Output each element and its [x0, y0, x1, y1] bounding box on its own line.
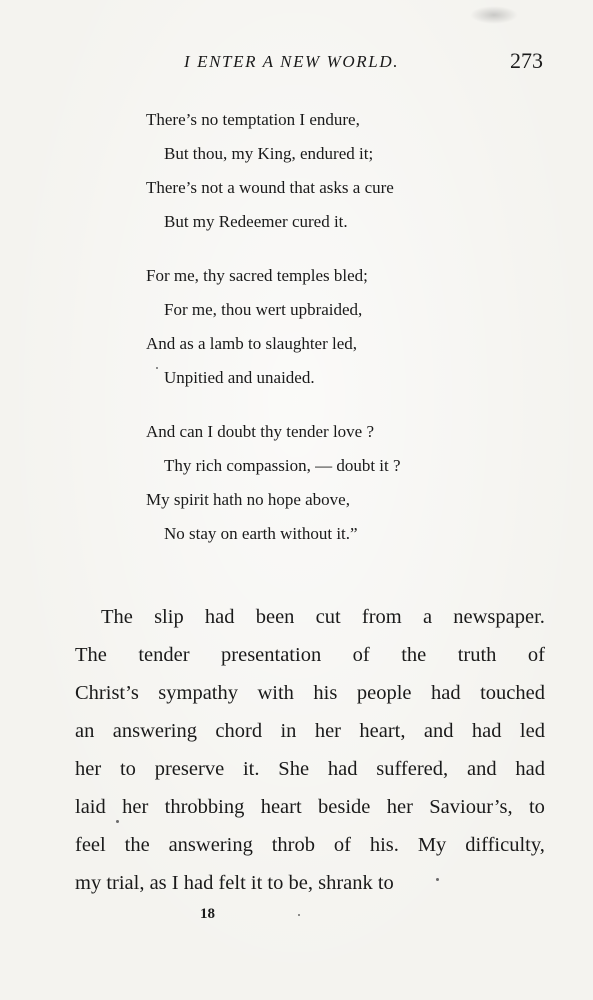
ink-speck: [156, 367, 158, 369]
prose-word: The: [75, 644, 107, 666]
prose-word: had: [327, 758, 358, 780]
prose-word: people: [356, 682, 412, 704]
prose-word: her: [386, 796, 413, 818]
poem-line: Unpitied and unaided.: [164, 368, 315, 387]
prose-word: presentation: [221, 644, 322, 666]
prose-word: from: [361, 606, 402, 628]
running-title: I ENTER A NEW WORLD.: [184, 52, 400, 71]
prose-word: his.: [369, 834, 399, 856]
ink-speck: [298, 914, 300, 916]
page-number: 273: [510, 48, 543, 73]
prose-word: the: [124, 834, 150, 856]
prose-line: [75, 826, 545, 864]
signature-mark: 18: [200, 906, 215, 922]
ink-smudge: [470, 6, 518, 24]
prose-word: of: [527, 644, 545, 666]
prose-word: answering: [112, 720, 198, 742]
poem-stanza: [0, 415, 593, 551]
prose-word: been: [255, 606, 295, 628]
prose-word: laid: [75, 796, 106, 818]
prose-word: truth: [457, 644, 497, 666]
poem-line: And as a lamb to slaughter led,: [146, 334, 358, 353]
prose-word: answering: [168, 834, 253, 856]
prose-word: her: [314, 720, 342, 742]
prose-word: Christ’s: [75, 682, 139, 704]
poem-line: But my Redeemer cured it.: [164, 212, 348, 231]
poem-stanza: [0, 103, 593, 239]
prose-word: and: [423, 720, 454, 742]
prose-word: She: [278, 758, 310, 780]
prose-word: preserve: [154, 758, 225, 780]
poem-stanza: [0, 259, 593, 395]
prose-word: difficulty,: [465, 834, 545, 856]
poem-line: No stay on earth without it.”: [164, 524, 358, 543]
poem-line: There’s no temptation I endure,: [146, 110, 360, 129]
prose-word: The: [101, 606, 133, 628]
poem: [0, 103, 593, 571]
prose-line: my trial, as I had felt it to be, shrank to: [75, 872, 394, 894]
prose-paragraph: [75, 598, 545, 902]
running-head: [0, 48, 593, 78]
prose-word: slip: [154, 606, 184, 628]
prose-word: an: [75, 720, 95, 742]
prose-word: touched: [480, 682, 545, 704]
prose-word: suffered,: [376, 758, 449, 780]
prose-word: it.: [242, 758, 260, 780]
prose-word: heart: [260, 796, 302, 818]
prose-word: had: [515, 758, 545, 780]
prose-word: the: [401, 644, 427, 666]
prose-word: cut: [315, 606, 341, 628]
prose-word: with: [257, 682, 294, 704]
prose-word: chord: [215, 720, 263, 742]
prose-word: feel: [75, 834, 106, 856]
prose-word: heart,: [359, 720, 406, 742]
prose-word: Saviour’s,: [429, 796, 513, 818]
prose-line: [75, 750, 545, 788]
prose-word: sympathy: [158, 682, 238, 704]
prose-word: throbbing: [164, 796, 245, 818]
prose-word: had: [471, 720, 502, 742]
ink-speck: [436, 878, 439, 881]
prose-word: to: [119, 758, 136, 780]
prose-word: and: [466, 758, 497, 780]
prose-word: of: [352, 644, 370, 666]
prose-word: to: [528, 796, 545, 818]
prose-line: [75, 788, 545, 826]
poem-line: My spirit hath no hope above,: [146, 490, 350, 509]
poem-line: For me, thy sacred temples bled;: [146, 266, 368, 285]
prose-word: My: [417, 834, 447, 856]
prose-word: her: [122, 796, 149, 818]
prose-word: had: [204, 606, 235, 628]
poem-line: But thou, my King, endured it;: [164, 144, 374, 163]
prose-line: [75, 598, 545, 636]
prose-word: in: [280, 720, 297, 742]
prose-line: [75, 636, 545, 674]
prose-word: newspaper.: [453, 606, 545, 628]
prose-word: a: [422, 606, 433, 628]
prose-word: throb: [271, 834, 315, 856]
prose-line: [75, 674, 545, 712]
prose-word: had: [430, 682, 461, 704]
prose-word: beside: [318, 796, 371, 818]
prose-word: of: [333, 834, 351, 856]
prose-line: [75, 712, 545, 750]
ink-speck: [116, 820, 119, 823]
poem-line: And can I doubt thy tender love ?: [146, 422, 375, 441]
poem-line: For me, thou wert upbraided,: [164, 300, 363, 319]
prose-word: tender: [138, 644, 190, 666]
poem-line: Thy rich compassion, — doubt it ?: [164, 456, 401, 475]
prose-word: her: [75, 758, 102, 780]
poem-line: There’s not a wound that asks a cure: [146, 178, 394, 197]
prose-word: led: [519, 720, 545, 742]
prose-word: his: [313, 682, 338, 704]
